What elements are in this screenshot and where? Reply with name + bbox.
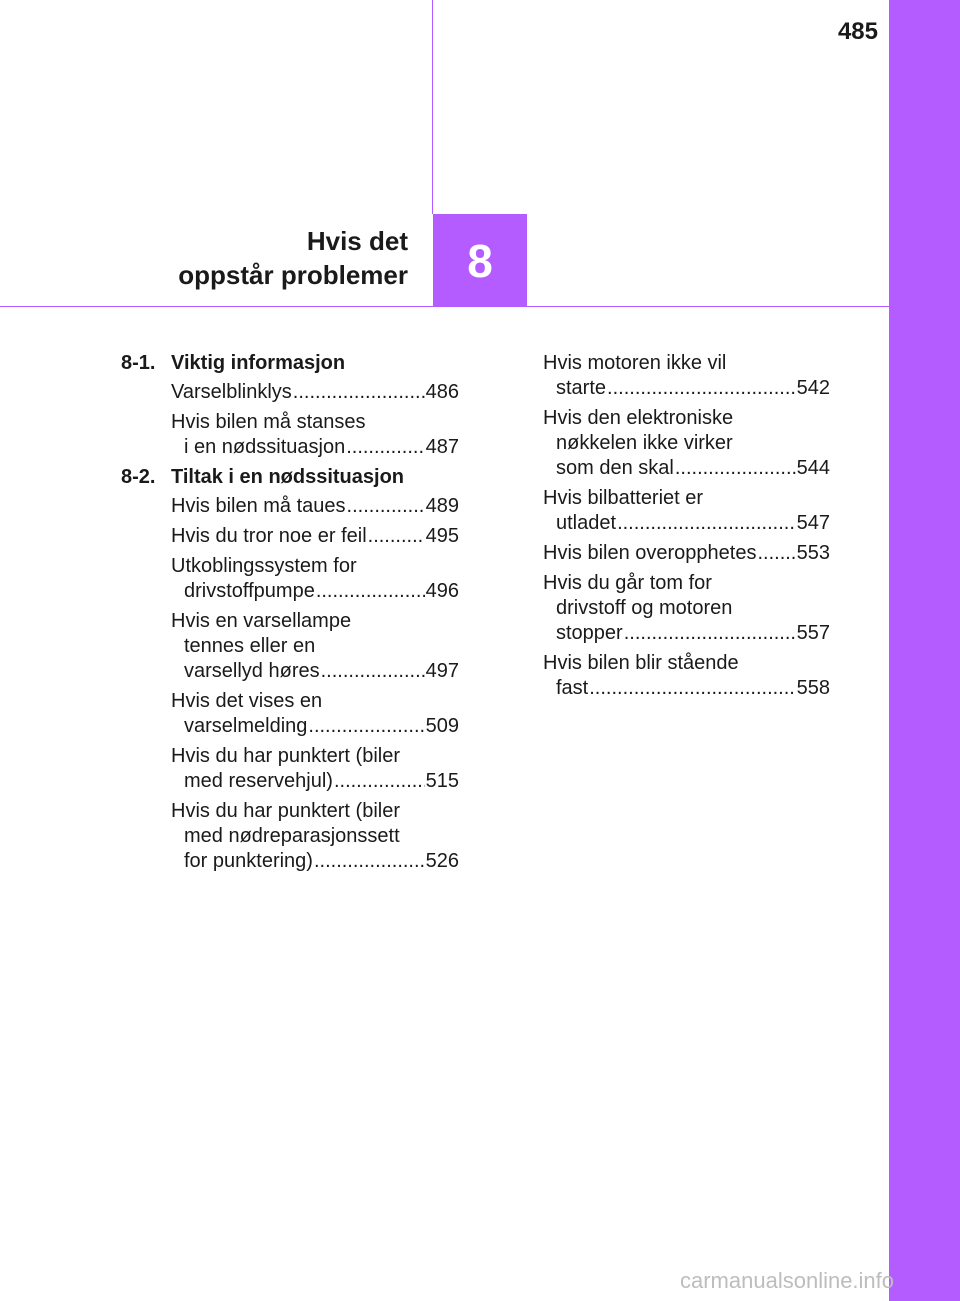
dot-leader: [316, 579, 425, 604]
toc-entry-text-line: Hvis du går tom for: [543, 572, 712, 594]
toc-entry-text-line: Hvis bilen må stanses: [171, 411, 366, 433]
toc-entry[interactable]: [543, 406, 830, 481]
toc-entry-text-line: Hvis du har punktert (biler: [171, 800, 400, 822]
toc-page-number: 487: [425, 436, 459, 458]
toc-entry[interactable]: [121, 494, 459, 519]
toc-entry-last-line: [171, 494, 459, 519]
toc-entry-last-line: [543, 376, 830, 401]
toc-entry-text: Hvis bilen overopphetes: [543, 542, 757, 564]
toc-entry-last-line: [171, 714, 459, 739]
toc-entry-text: varsellyd høres: [184, 660, 320, 682]
header-vertical-rule: [432, 0, 433, 214]
toc-entry-text-line: Hvis motoren ikke vil: [543, 352, 727, 374]
toc-entry-text: Hvis du tror noe er feil: [171, 525, 367, 547]
toc-page-number: 486: [425, 381, 459, 403]
page-number: 485: [837, 18, 878, 45]
toc-entry-text: i en nødssituasjon: [184, 436, 346, 458]
toc-entry-text: for punktering): [184, 850, 313, 872]
dot-leader: [314, 849, 425, 874]
toc-entry-last-line: [171, 435, 459, 460]
toc-page-number: 495: [425, 525, 459, 547]
toc-section-heading[interactable]: [121, 465, 459, 490]
dot-leader: [346, 435, 424, 460]
dot-leader: [607, 376, 796, 401]
dot-leader: [321, 659, 425, 684]
toc-entry[interactable]: [121, 410, 459, 460]
toc-entry[interactable]: [543, 571, 830, 646]
toc-entry-last-line: [171, 524, 459, 549]
toc-page-number: 496: [425, 580, 459, 602]
toc-entry-text: drivstoffpumpe: [184, 580, 315, 602]
dot-leader: [334, 769, 425, 794]
dot-leader: [675, 456, 796, 481]
toc-entry-last-line: [171, 849, 459, 874]
toc-entry[interactable]: [121, 524, 459, 549]
toc-entry-last-line: [171, 659, 459, 684]
dot-leader: [757, 541, 795, 566]
toc-page-number: 547: [796, 512, 830, 534]
toc-entry-text: stopper: [556, 622, 623, 644]
toc-left-column: [121, 351, 459, 879]
toc-entry-text-line: Hvis du har punktert (biler: [171, 745, 400, 767]
toc-entry-text: Hvis bilen må taues: [171, 495, 346, 517]
toc-entry-text-line: drivstoff og motoren: [556, 597, 733, 619]
dot-leader: [368, 524, 425, 549]
toc-page-number: 557: [796, 622, 830, 644]
dot-leader: [347, 494, 425, 519]
toc-page-number: 544: [796, 457, 830, 479]
toc-page-number: 515: [425, 770, 459, 792]
toc-page-number: 526: [425, 850, 459, 872]
toc-entry-text-line: Hvis en varsellampe: [171, 610, 352, 632]
section-title: Tiltak i en nødssituasjon: [171, 466, 405, 488]
toc-entry-text: utladet: [556, 512, 617, 534]
toc-entry-last-line: [543, 511, 830, 536]
toc-entry-last-line: [543, 541, 830, 566]
toc-entry-text: fast: [556, 677, 589, 699]
toc-entry-text: Varselblinklys: [171, 381, 292, 403]
toc-entry[interactable]: [121, 609, 459, 684]
dot-leader: [589, 676, 795, 701]
section-number: 8-2.: [121, 466, 156, 488]
toc-entry[interactable]: [543, 351, 830, 401]
toc-page-number: 558: [796, 677, 830, 699]
watermark: carmanualsonline.info: [680, 1268, 895, 1293]
toc-entry-text-line: tennes eller en: [184, 635, 316, 657]
toc-entry-text-line: Hvis den elektroniske: [543, 407, 734, 429]
toc-entry-text-line: Hvis bilbatteriet er: [543, 487, 704, 509]
toc-entry-last-line: [543, 456, 830, 481]
toc-entry[interactable]: [121, 799, 459, 874]
toc-entry-text: starte: [556, 377, 607, 399]
dot-leader: [624, 621, 796, 646]
toc-page-number: 509: [425, 715, 459, 737]
toc-entry-text-line: Hvis det vises en: [171, 690, 323, 712]
toc-entry[interactable]: [121, 689, 459, 739]
toc-entry-last-line: [171, 380, 459, 405]
dot-leader: [293, 380, 425, 405]
toc-page-number: 542: [796, 377, 830, 399]
toc-page-number: 553: [796, 542, 830, 564]
toc-entry-text: som den skal: [556, 457, 674, 479]
toc-entry-text: med reservehjul): [184, 770, 333, 792]
toc-entry-last-line: [543, 676, 830, 701]
dot-leader: [617, 511, 796, 536]
toc-page-number: 489: [425, 495, 459, 517]
toc-entry[interactable]: [543, 541, 830, 566]
section-number: 8-1.: [121, 352, 156, 374]
toc-entry[interactable]: [121, 554, 459, 604]
toc-entry-last-line: [171, 769, 459, 794]
toc-entry-text-line: nøkkelen ikke virker: [556, 432, 733, 454]
chapter-number-box: 8: [433, 214, 527, 307]
toc-entry-text-line: med nødreparasjonssett: [184, 825, 400, 847]
toc-entry[interactable]: [543, 651, 830, 701]
toc-entry-text-line: Utkoblingssystem for: [171, 555, 357, 577]
chapter-title-line: Hvis det: [306, 226, 408, 256]
chapter-title-line: oppstår problemer: [178, 260, 408, 290]
toc-entry[interactable]: [121, 380, 459, 405]
toc-entry[interactable]: [543, 486, 830, 536]
toc-right-column: [543, 351, 830, 706]
toc-entry-text: varselmelding: [184, 715, 308, 737]
toc-section-heading[interactable]: [121, 351, 459, 376]
toc-entry-text-line: Hvis bilen blir stående: [543, 652, 739, 674]
toc-entry-last-line: [543, 621, 830, 646]
toc-page-number: 497: [425, 660, 459, 682]
toc-entry-last-line: [171, 579, 459, 604]
side-tab: [889, 0, 960, 1301]
dot-leader: [308, 714, 424, 739]
section-title: Viktig informasjon: [171, 352, 346, 374]
chapter-title: [178, 224, 408, 292]
toc-entry[interactable]: [121, 744, 459, 794]
